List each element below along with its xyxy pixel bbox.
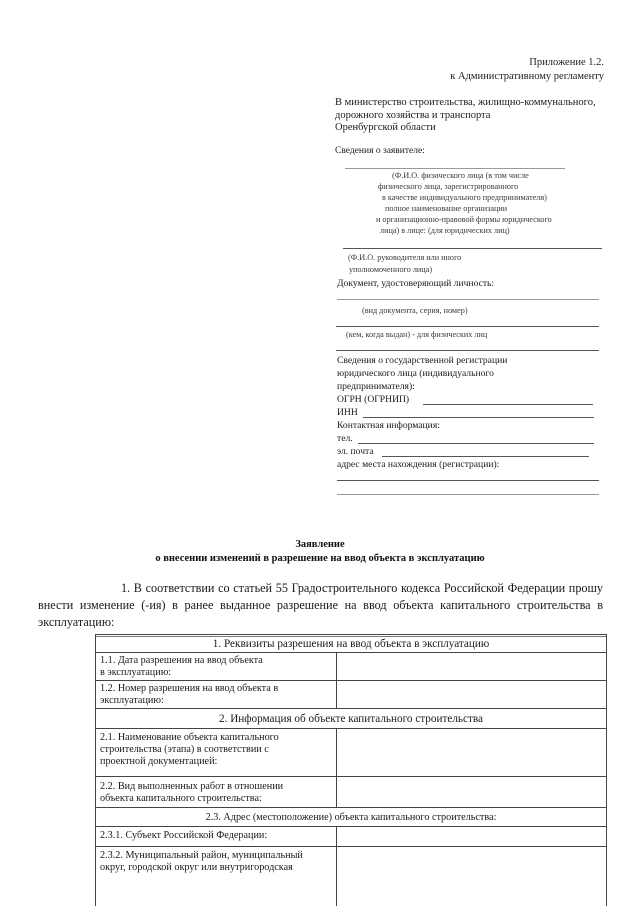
phone-field[interactable] (358, 443, 594, 444)
doc-type-line[interactable] (337, 299, 599, 300)
row-2-3-1-value[interactable] (337, 827, 605, 845)
registration-line-2: юридического лица (индивидуального (337, 368, 494, 379)
table-section-2-3: 2.3. Адрес (местоположение) объекта капитального строительства: (205, 812, 497, 823)
head-name-line[interactable] (343, 248, 602, 249)
ogrn-label: ОГРН (ОГРНИП) (337, 394, 410, 405)
hint-doc-type: (вид документа, серия, номер) (362, 306, 468, 315)
row-2-3-2-label: 2.3.2. Муниципальный район, муниципальный округ, городской округ или внутригородская (100, 850, 303, 873)
contacts-label: Контактная информация: (337, 420, 440, 431)
ogrn-field[interactable] (423, 404, 593, 405)
id-document-label: Документ, удостоверяющий личность: (337, 278, 495, 289)
address-label: адрес места нахождения (регистрации): (337, 459, 500, 470)
hint-doc-issued: (кем, когда выдан) - для физических лиц (346, 330, 488, 339)
inn-field[interactable] (363, 417, 594, 418)
appendix-label: Приложение 1.2. (529, 57, 604, 68)
registration-line-1: Сведения о государственной регистрации (337, 355, 508, 366)
row-2-2-label: 2.2. Вид выполненных работ в отношении объекта капитального строительства: (100, 781, 284, 804)
row-1-2-label: 1.2. Номер разрешения на ввод объекта в эксплуатацию: (100, 683, 279, 706)
row-2-2-value[interactable] (337, 777, 605, 806)
hint-person-3: в качестве индивидуального предпринимателя) (382, 193, 547, 202)
applicant-name-line[interactable] (345, 168, 565, 169)
statement-intro: 1. В соответствии со статьей 55 Градостроительного кодекса Российской Федерации прошу внести изменение (-ия) в ранее выданное разрешение на ввод объекта капитального строительства в эксплуатацию: (38, 581, 603, 629)
addressee-line-3: Оренбургской области (335, 122, 436, 133)
email-label: эл. почта (337, 446, 374, 457)
row-2-1-label: 2.1. Наименование объекта капитального строительства (этапа) в соответствии с проектной документацией: (100, 732, 279, 767)
inn-label: ИНН (337, 407, 358, 418)
row-1-1-label: 1.1. Дата разрешения на ввод объекта в эксплуатацию: (100, 655, 263, 678)
email-field[interactable] (382, 456, 589, 457)
hint-head-1: (Ф.И.О. руководителя или иного (348, 253, 462, 262)
table-section-1: 1. Реквизиты разрешения на ввод объекта в эксплуатацию (212, 638, 490, 650)
row-2-3-1-label: 2.3.1. Субъект Российской Федерации: (100, 830, 268, 841)
hint-person-4: полное наименование организации (385, 204, 508, 213)
row-1-2-value[interactable] (337, 681, 605, 707)
address-field-2[interactable] (337, 494, 599, 495)
hint-person-5: и организационно-правовой формы юридического (376, 215, 552, 224)
addressee-line-1: В министерство строительства, жилищно-коммунального, (335, 97, 596, 108)
row-2-1-value[interactable] (337, 729, 605, 775)
row-1-1-value[interactable] (337, 653, 605, 679)
hint-person-2: физического лица, зарегистрированного (378, 182, 519, 191)
registration-line-3: предпринимателя): (337, 381, 415, 392)
permit-details-table (95, 634, 607, 906)
statement-subtitle: о внесении изменений в разрешение на ввод объекта в эксплуатацию (155, 553, 485, 564)
statement-title: Заявление (295, 539, 345, 550)
applicant-heading: Сведения о заявителе: (335, 146, 425, 156)
hint-person-1: (Ф.И.О. физического лица (в том числе (392, 171, 529, 180)
doc-issued-line[interactable] (336, 326, 599, 327)
address-field[interactable] (337, 480, 599, 481)
appendix-regulation: к Административному регламенту (450, 71, 604, 82)
table-section-2: 2. Информация об объекте капитального строительства (219, 713, 483, 725)
hint-head-2: уполномоченного лица) (349, 265, 433, 274)
addressee-line-2: дорожного хозяйства и транспорта (335, 110, 491, 121)
row-2-3-2-value[interactable] (337, 847, 605, 905)
doc-extra-line[interactable] (336, 350, 599, 351)
phone-label: тел. (337, 433, 353, 444)
hint-person-6: лица) в лице: (для юридических лиц) (380, 226, 510, 235)
